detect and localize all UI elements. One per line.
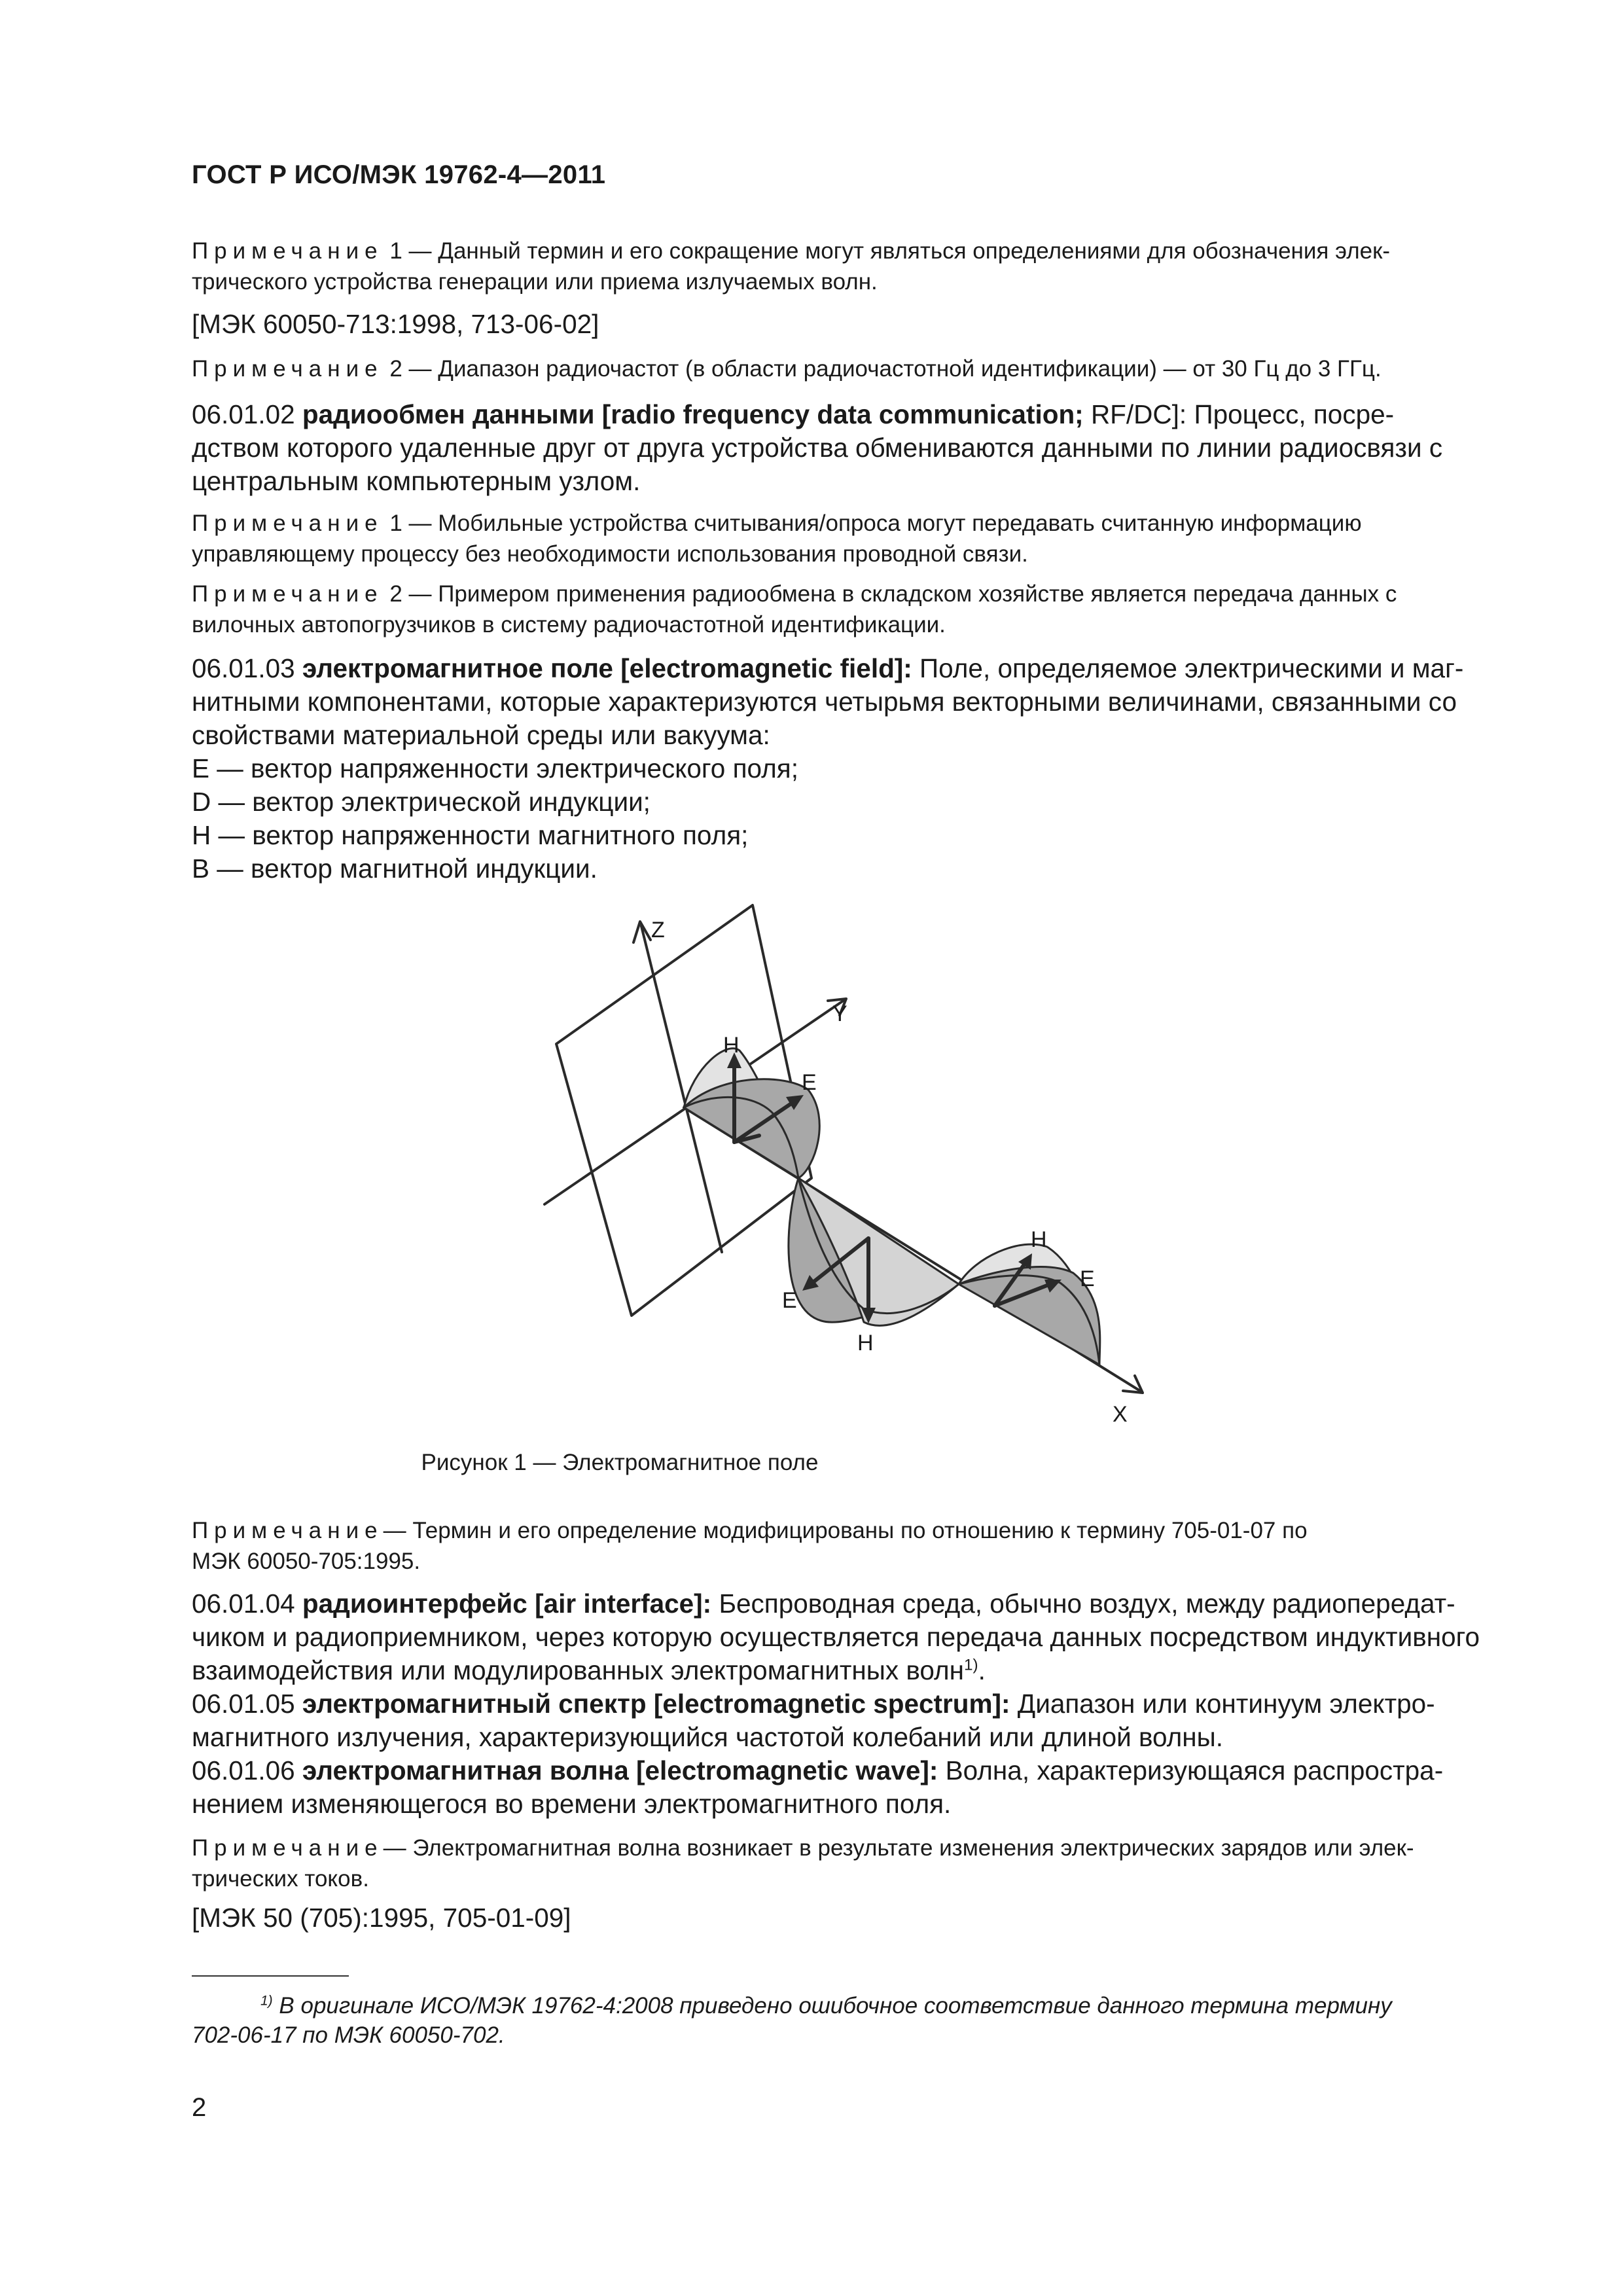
h-label-2: H <box>857 1331 874 1355</box>
e-label-1: E <box>802 1070 817 1095</box>
note-label: Примечание <box>192 356 383 382</box>
term-number: 06.01.06 <box>192 1755 295 1785</box>
vector-d: D — вектор электрической индукции; <box>192 787 651 817</box>
note-text: МЭК 60050-705:1995. <box>192 1549 421 1574</box>
figure-caption: Рисунок 1 — Электромагнитное поле <box>421 1450 819 1475</box>
footnote <box>192 1991 1497 2050</box>
term-definition: центральным компьютерным узлом. <box>192 466 641 496</box>
footnote-rule <box>192 1975 349 1977</box>
h-label-1: H <box>723 1033 740 1058</box>
note-text: 1 — Мобильные устройства считывания/опроса могут передавать считанную информацию <box>389 511 1362 536</box>
note-text: вилочных автопогрузчиков в систему радиочастотной идентификации. <box>192 612 946 637</box>
note-text: управляющему процессу без необходимости использования проводной связи. <box>192 541 1028 567</box>
note-text: 2 — Диапазон радиочастот (в области радиочастотной идентификации) — от 30 Гц до 3 ГГц. <box>389 356 1382 382</box>
z-axis-label: Z <box>651 918 665 942</box>
e-lobe-3 <box>959 1267 1100 1365</box>
term-definition: Диапазон или континуум электро- <box>1017 1689 1435 1719</box>
term-definition: Волна, характеризующаяся распростра- <box>945 1755 1444 1785</box>
reference-2: [МЭК 50 (705):1995, 705-01-09] <box>192 1903 571 1933</box>
note-text: трического устройства генерации или приема излучаемых волн. <box>192 269 878 295</box>
note-label: Примечание <box>192 238 383 264</box>
term-definition: свойствами материальной среды или вакуума: <box>192 720 770 750</box>
term-definition: нитными компонентами, которые характеризуются четырьмя векторными величинами, связанными со <box>192 687 1457 717</box>
term-number: 06.01.03 <box>192 653 295 683</box>
term-number: 06.01.05 <box>192 1689 295 1719</box>
note-text: трических токов. <box>192 1866 369 1892</box>
footnote-marker: 1) <box>260 1993 273 2009</box>
note-text: 1 — Данный термин и его сокращение могут являться определениями для обозначения элек- <box>389 238 1391 264</box>
reference-1: [МЭК 60050-713:1998, 713-06-02] <box>192 309 599 339</box>
term-definition: Поле, определяемое электрическими и маг- <box>919 653 1464 683</box>
term-definition: Процесс, посре- <box>1194 399 1395 429</box>
term-definition: взаимодействия или модулированных электромагнитных волн <box>192 1655 965 1685</box>
term-060105 <box>192 1687 1497 1754</box>
term-title: электромагнитный спектр [electromagnetic spectrum]: <box>302 1689 1010 1719</box>
term-title: электромагнитное поле [electromagnetic field]: <box>302 653 912 683</box>
term-definition: Беспроводная среда, обычно воздух, между радиопередат- <box>719 1588 1455 1619</box>
y-axis-label: Y <box>832 1001 847 1026</box>
term-definition: магнитного излучения, характеризующийся частотой колебаний или длиной волны. <box>192 1722 1224 1752</box>
note-text: 2 — Примером применения радиообмена в складском хозяйстве является передача данных с <box>389 581 1397 607</box>
h-label-3: H <box>1031 1227 1047 1252</box>
footnote-text: В оригинале ИСО/МЭК 19762-4:2008 приведено ошибочное соответствие данного термина термину <box>279 1993 1392 2018</box>
term-number: 06.01.02 <box>192 399 295 429</box>
e-label-3: E <box>1080 1266 1095 1291</box>
vector-e: E — вектор напряженности электрического поля; <box>192 753 798 783</box>
note-060106 <box>192 1833 1497 1894</box>
vector-b: B — вектор магнитной индукции. <box>192 853 597 884</box>
e-label-2: E <box>782 1288 797 1313</box>
note-figure <box>192 1515 1497 1577</box>
term-title: радиообмен данными [radio frequency data communication; <box>302 399 1084 429</box>
footnote-text: 702-06-17 по МЭК 60050-702. <box>192 2022 505 2048</box>
note-text: — Термин и его определение модифицированы по отношению к термину 705-01-07 по <box>383 1518 1308 1543</box>
x-axis-label: X <box>1113 1402 1128 1427</box>
note-label: Примечание <box>192 581 383 607</box>
note-label: Примечание <box>192 1835 383 1861</box>
term-title: радиоинтерфейс [air interface]: <box>302 1588 712 1619</box>
term-number: 06.01.04 <box>192 1588 295 1619</box>
vector-h: H — вектор напряженности магнитного поля; <box>192 820 749 850</box>
document-header: ГОСТ Р ИСО/МЭК 19762-4—2011 <box>192 160 606 189</box>
term-abbr: RF/DC]: <box>1090 399 1187 429</box>
note-text: — Электромагнитная волна возникает в результате изменения электрических зарядов или элек- <box>383 1835 1414 1861</box>
term-060104 <box>192 1587 1497 1687</box>
page-number: 2 <box>192 2093 207 2122</box>
note-label: Примечание <box>192 511 383 536</box>
term-060106 <box>192 1754 1497 1821</box>
term-definition-end: . <box>978 1655 986 1685</box>
term-definition: дством которого удаленные друг от друга устройства обмениваются данными по линии радиосвязи с <box>192 433 1443 463</box>
term-definition: нением изменяющегося во времени электромагнитного поля. <box>192 1789 952 1819</box>
note-label: Примечание <box>192 1518 383 1543</box>
term-definition: чиком и радиоприемником, через которую осуществляется передача данных посредством индуктивного <box>192 1622 1480 1652</box>
term-title: электромагнитная волна [electromagnetic wave]: <box>302 1755 938 1785</box>
footnote-ref[interactable]: 1) <box>964 1656 978 1674</box>
